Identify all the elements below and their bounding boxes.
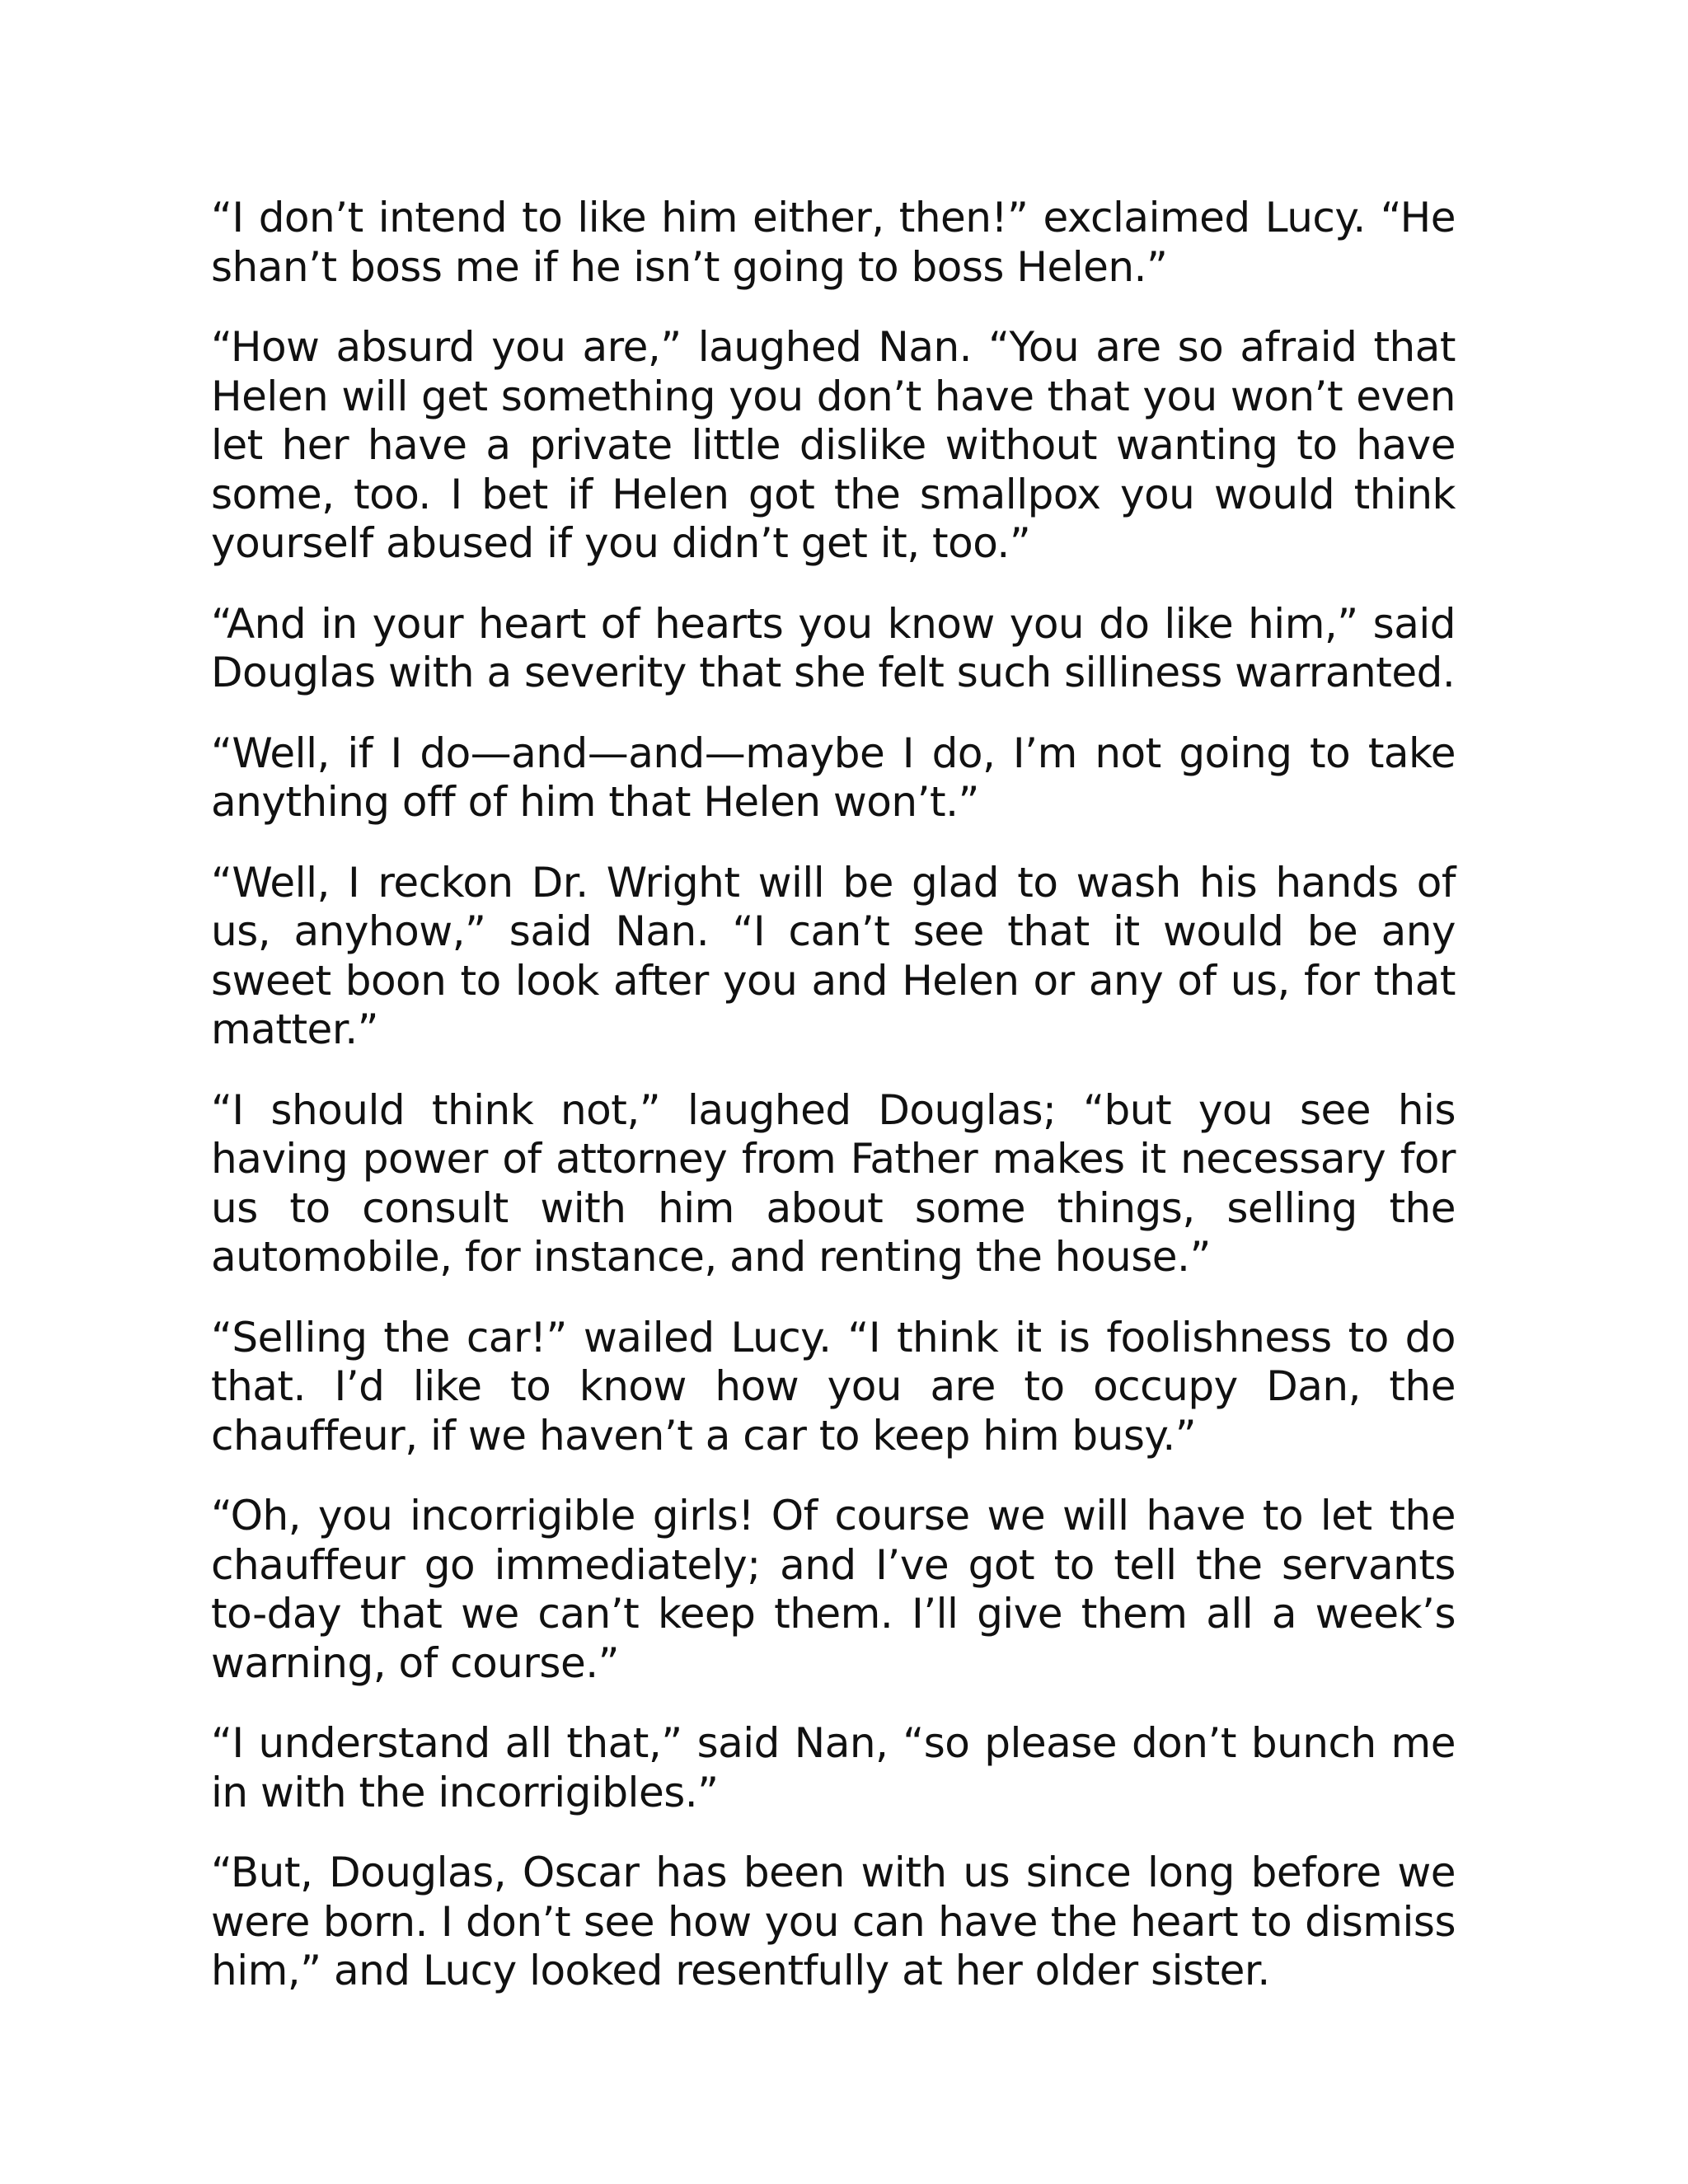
paragraph: “Oh, you incorrigible girls! Of course we will have to let the chauffeur go immediately; and I’ve got to tell the servants to-day that we can’t keep them. I’ll give them all a week’s warning, of course.” — [211, 1492, 1456, 1687]
paragraph: “How absurd you are,” laughed Nan. “You are so afraid that Helen will get something you don’t have that you won’t even let her have a private little dislike without wanting to have some, too. I bet if Helen got the smallpox you would think yourself abused if you didn’t get it, too.” — [211, 323, 1456, 567]
paragraph: “I don’t intend to like him either, then!” exclaimed Lucy. “He shan’t boss me if he isn’t going to boss Helen.” — [211, 194, 1456, 291]
page-text — [211, 194, 1456, 2027]
paragraph: “And in your heart of hearts you know you do like him,” said Douglas with a severity that she felt such silliness warranted. — [211, 599, 1456, 696]
paragraph: “But, Douglas, Oscar has been with us since long before we were born. I don’t see how you can have the heart to dismiss him,” and Lucy looked resentfully at her older sister. — [211, 1849, 1456, 1994]
paragraph: “Well, if I do—and—and—maybe I do, I’m not going to take anything off of him that Helen won’t.” — [211, 729, 1456, 826]
paragraph: “I should think not,” laughed Douglas; “but you see his having power of attorney from Father makes it necessary for us to consult with him about some things, selling the automobile, for instance, and renting the house.” — [211, 1085, 1456, 1281]
paragraph: “I understand all that,” said Nan, “so please don’t bunch me in with the incorrigibles.” — [211, 1719, 1456, 1816]
paragraph: “Selling the car!” wailed Lucy. “I think it is foolishness to do that. I’d like to know how you are to occupy Dan, the chauffeur, if we haven’t a car to keep him busy.” — [211, 1313, 1456, 1460]
paragraph: “Well, I reckon Dr. Wright will be glad to wash his hands of us, anyhow,” said Nan. “I can’t see that it would be any sweet boon to look after you and Helen or any of us, for that matter.” — [211, 858, 1456, 1053]
